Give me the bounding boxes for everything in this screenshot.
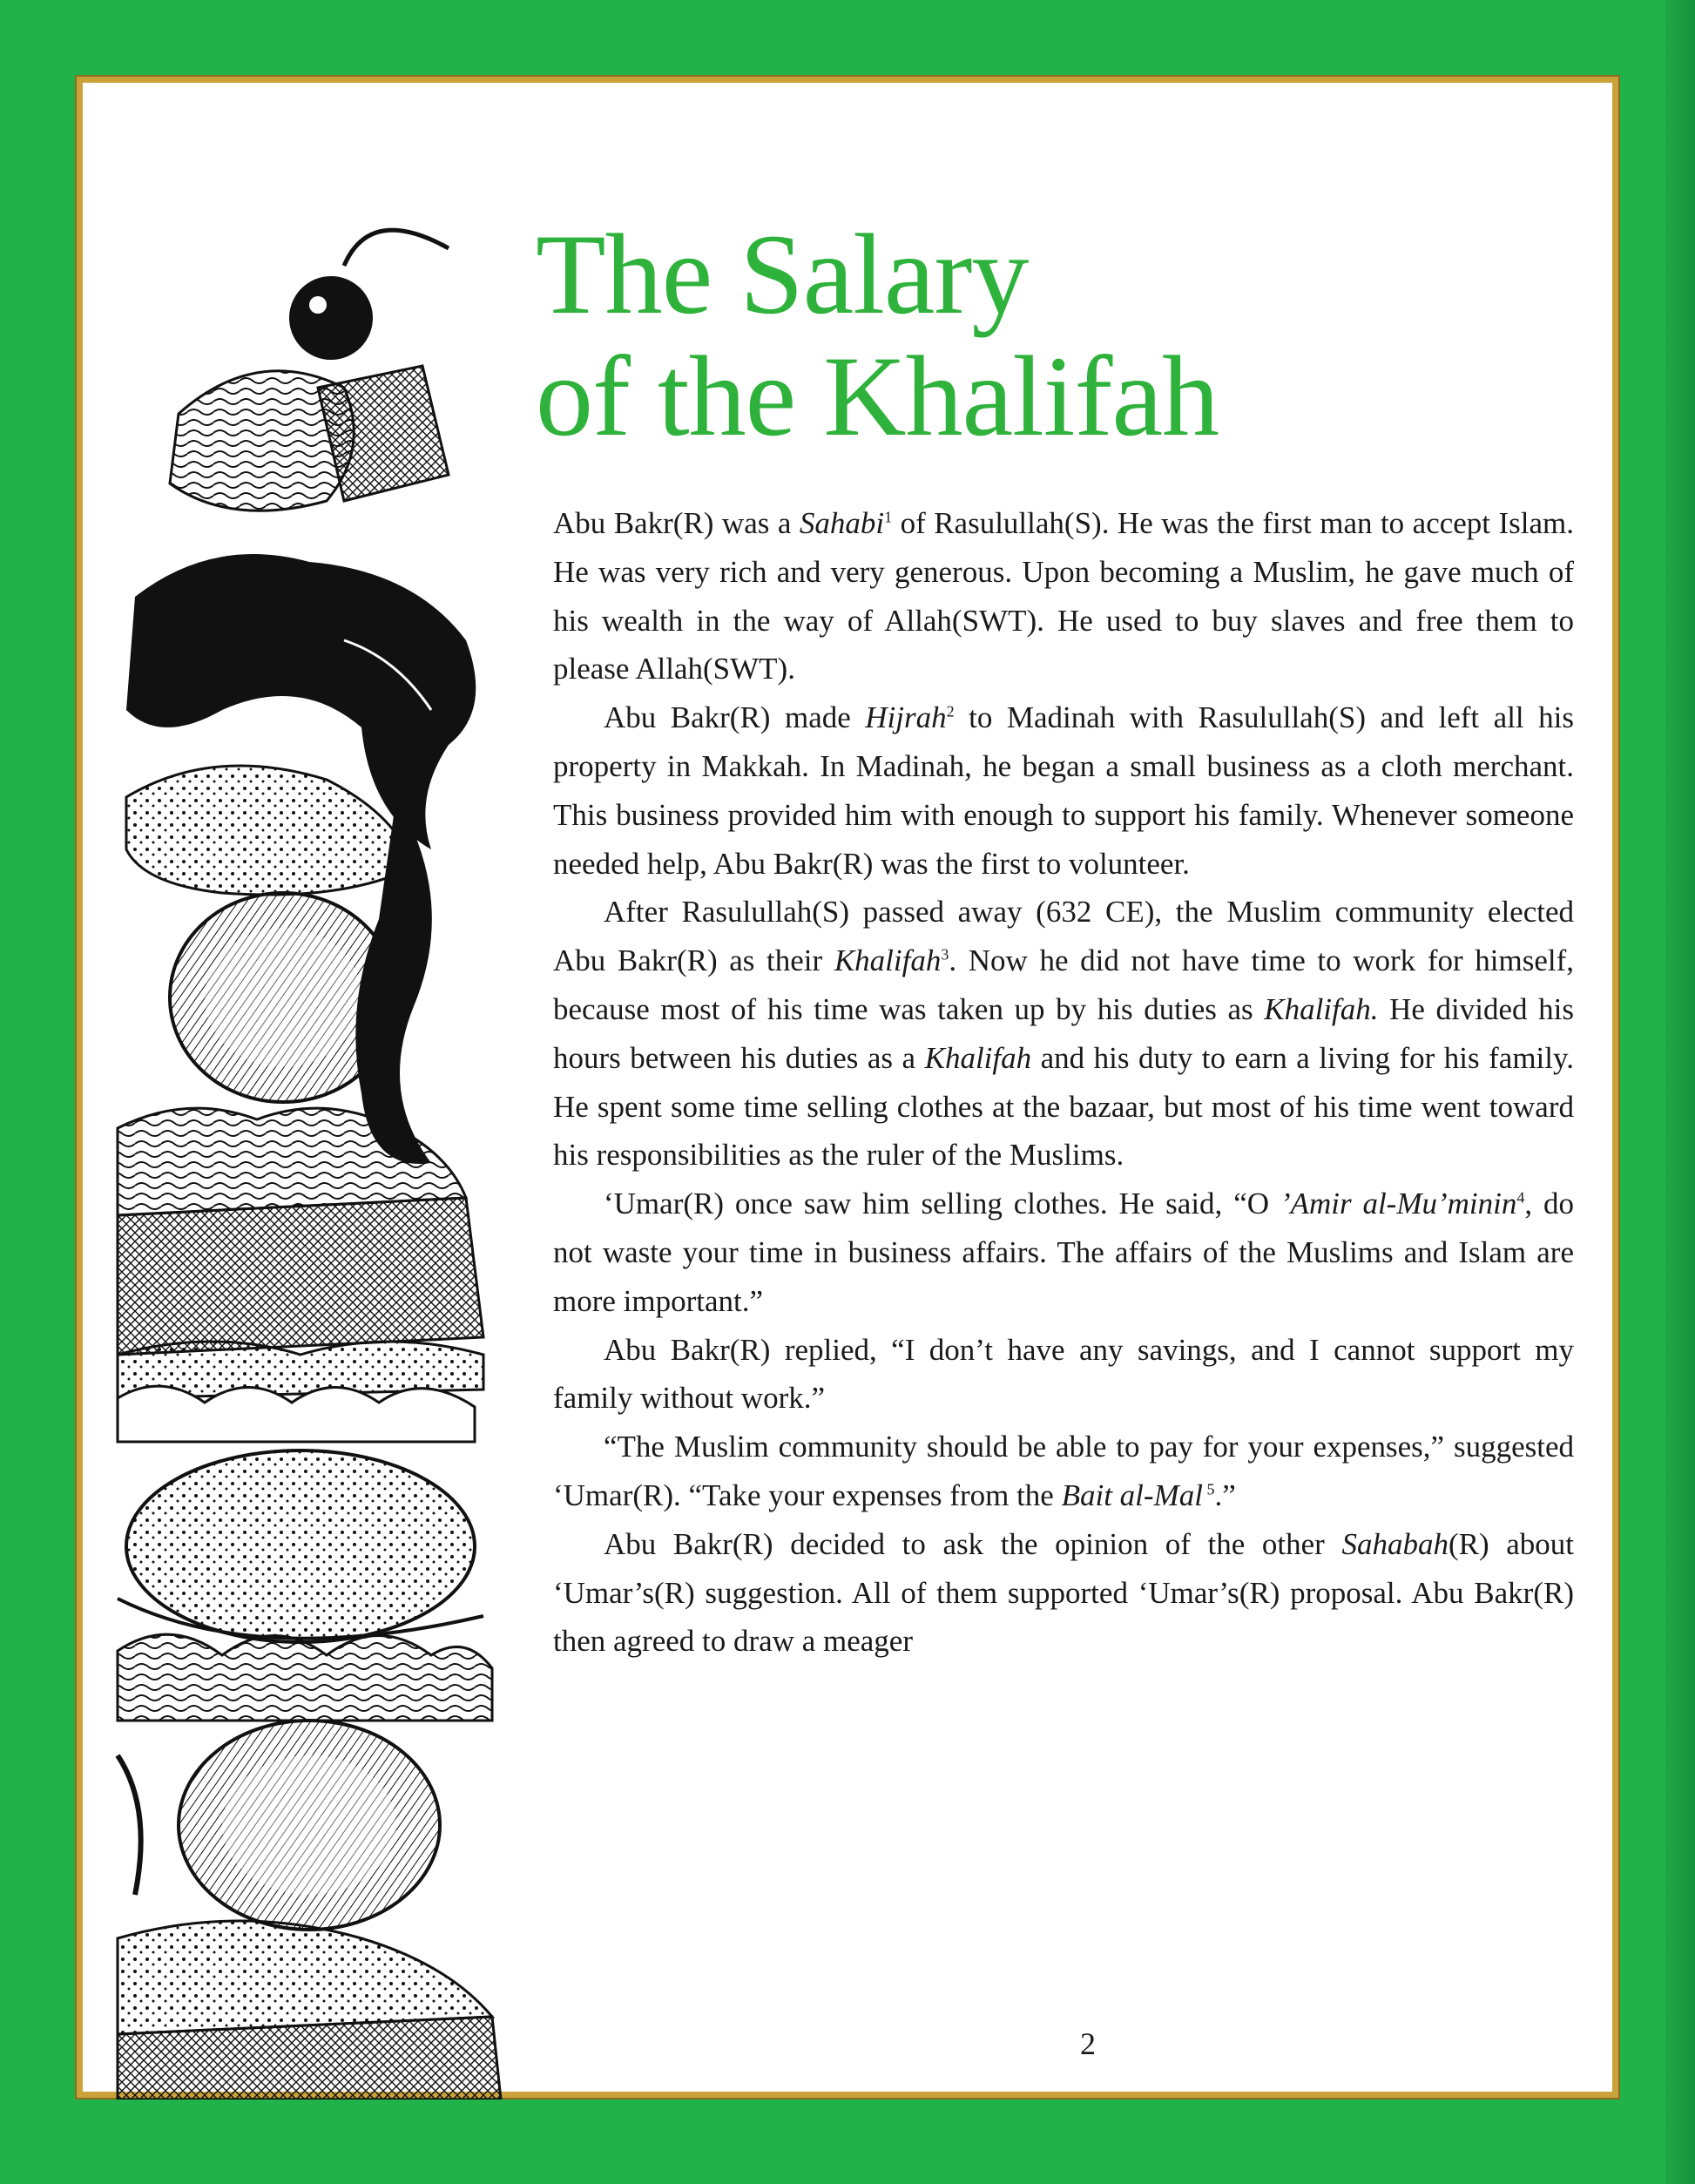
italic-term: Khalifah.: [1264, 991, 1379, 1026]
page-title: [536, 210, 1219, 460]
italic-term: ’Amir al-Mu’minin: [1280, 1187, 1517, 1221]
text-run: “The Muslim community should be able to pay for your expenses,” suggested ‘Umar(R). “Take your expenses from the: [553, 1430, 1574, 1512]
italic-term: Khalifah: [924, 1040, 1032, 1075]
text-run: Abu Bakr(R) replied, “I don’t have any savings, and I cannot support my family without work.”: [553, 1332, 1574, 1416]
footnote-marker: 4: [1516, 1188, 1525, 1207]
text-run: After Rasulullah(S) passed away (632 CE), the Muslim community elected Abu Bakr(R) as their: [553, 895, 1574, 978]
title-line-2: of the Khalifah: [536, 332, 1219, 460]
text-run: He divided his hours between his duties as a: [553, 991, 1574, 1075]
text-run: .”: [1214, 1477, 1236, 1512]
text-run: to Madinah with Rasulullah(S) and left all his property in Makkah. In Madinah, he began a small business as a cloth merchant. This business provided him with enough to support his family. Whenever someone needed help, Abu Bakr(R) was the first to volunteer.: [553, 700, 1574, 881]
title-line-1: The Salary: [536, 210, 1029, 338]
italic-term: Bait al-Mal: [1061, 1477, 1203, 1512]
page-edge: [1665, 0, 1695, 2184]
text-run: (R) about ‘Umar’s(R) suggestion. All of them supported ‘Umar’s(R) proposal. Abu Bakr(R) then agreed to draw a meager: [553, 1526, 1574, 1659]
story-body: [553, 499, 1574, 1666]
paragraph: [553, 1326, 1574, 1423]
footnote-marker: 2: [946, 702, 955, 720]
footnote-marker: 5: [1202, 1480, 1215, 1498]
italic-term: Hijrah: [865, 700, 947, 735]
paragraph: [553, 499, 1574, 693]
italic-term: Sahabah: [1341, 1526, 1449, 1561]
text-run: Abu Bakr(R) made: [604, 700, 866, 735]
paragraph: [553, 1423, 1574, 1520]
text-run: , do not waste your time in business affairs. The affairs of the Muslims and Islam are more important.”: [553, 1187, 1575, 1318]
text-run: ‘Umar(R) once saw him selling clothes. He said, “O: [604, 1187, 1280, 1221]
text-run: . Now he did not have time to work for himself, because most of his time was taken up by his duties as: [553, 943, 1575, 1026]
text-run: and his duty to earn a living for his family. He spent some time selling clothes at the bazaar, but most of his time went toward his responsibilities as the ruler of the Muslims.: [553, 1040, 1574, 1173]
italic-term: Sahabi: [799, 506, 885, 540]
italic-term: Khalifah: [834, 943, 942, 978]
footnote-marker: 3: [941, 945, 949, 964]
text-run: Abu Bakr(R) was a: [553, 506, 800, 540]
text-run: of Rasulullah(S). He was the first man to accept Islam. He was very rich and very generous. Upon becoming a Muslim, he gave much of his wealth in the way of Allah(SWT). He used to buy slaves and free them to please Allah(SWT).: [553, 506, 1575, 686]
text-run: Abu Bakr(R) decided to ask the opinion of the other: [604, 1526, 1342, 1561]
page-frame: [77, 77, 1618, 2098]
paragraph: [553, 1180, 1574, 1325]
paragraph: [553, 1520, 1574, 1666]
page-number: 2: [1080, 2026, 1096, 2061]
stacked-pastries-illustration: [83, 187, 518, 2099]
paragraph: [553, 888, 1574, 1180]
footnote-marker: 1: [884, 508, 893, 526]
paragraph: [553, 693, 1574, 888]
